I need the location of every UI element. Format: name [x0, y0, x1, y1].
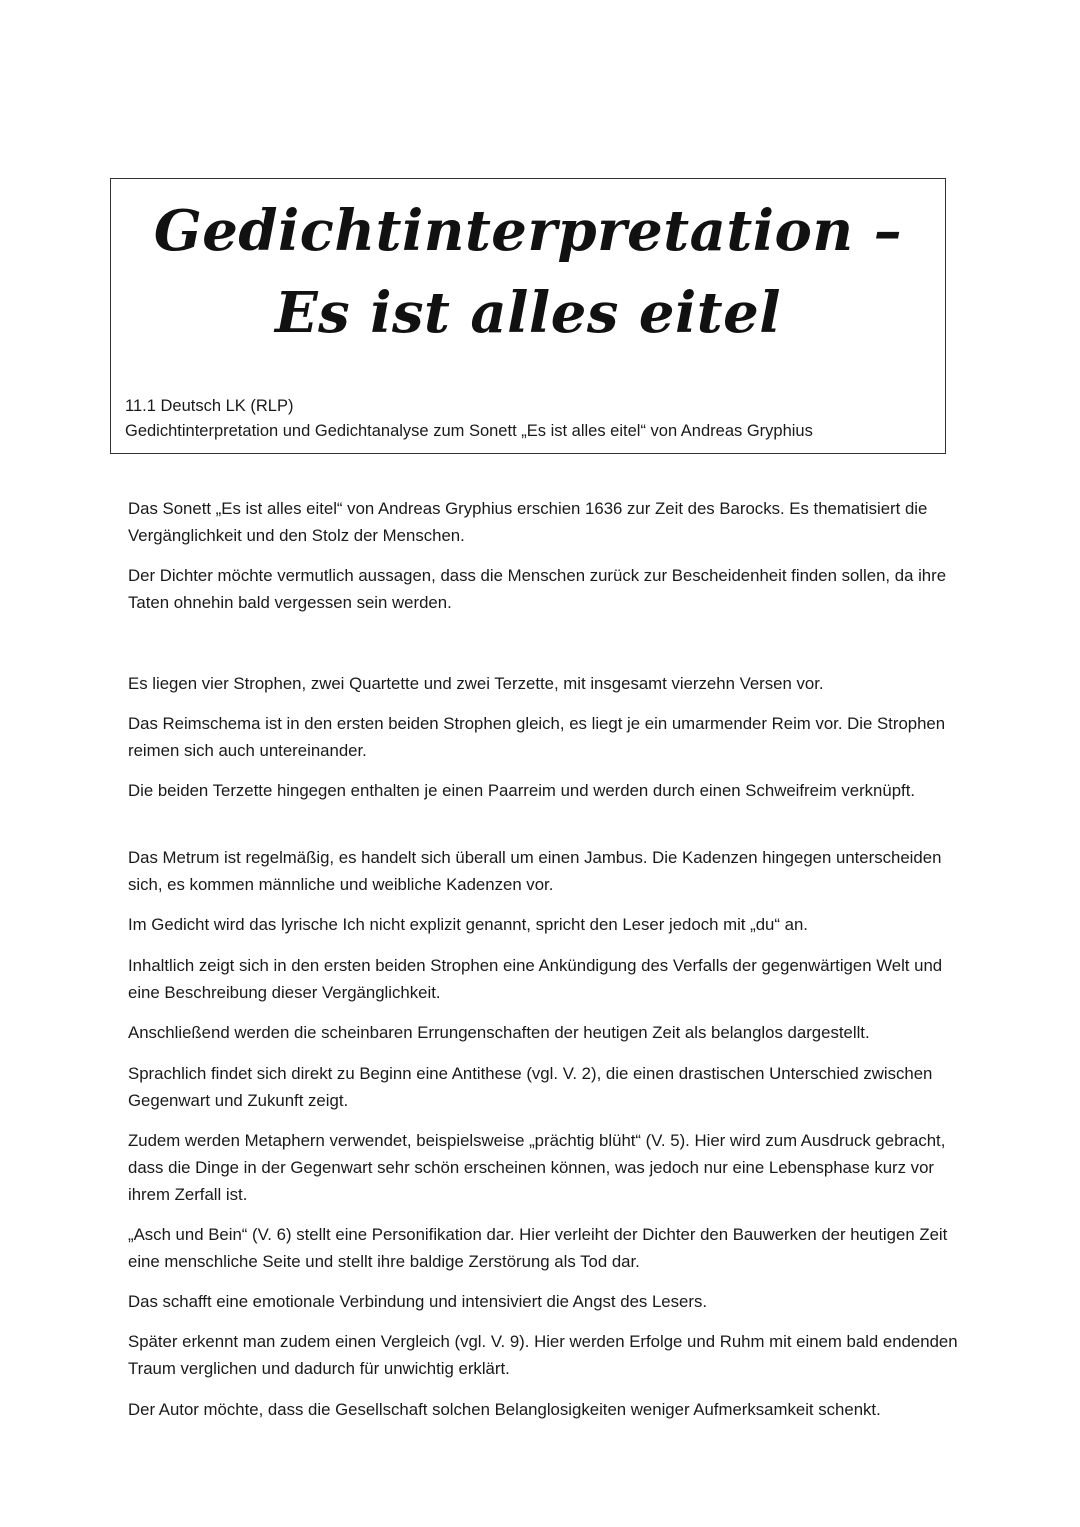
document-description: Gedichtinterpretation und Gedichtanalyse zum Sonett „Es ist alles eitel“ von Andreas Gryphius [125, 422, 813, 440]
paragraph [128, 1396, 958, 1423]
paragraph-text: Zudem werden Metaphern verwendet, beispielsweise „prächtig blüht“ (V. 5). Hier wird zum Ausdruck gebracht, dass die Dinge in der Gegenwart sehr schön erscheinen können, was jedoch nur eine Lebensphase kurz vor ihrem Zerfall ist. [128, 1131, 946, 1204]
paragraph-text: „Asch und Bein“ (V. 6) stellt eine Personifikation dar. Hier verleiht der Dichter den Bauwerken der heutigen Zeit eine menschliche Seite und stellt ihre baldige Zerstörung als Tod dar. [128, 1225, 948, 1271]
paragraph [128, 1221, 958, 1275]
paragraph-text: Die beiden Terzette hingegen enthalten je einen Paarreim und werden durch einen Schweifreim verknüpft. [128, 781, 916, 800]
paragraph-text: Der Autor möchte, dass die Gesellschaft solchen Belanglosigkeiten weniger Aufmerksamkeit schenkt. [128, 1400, 881, 1419]
paragraph-text: Anschließend werden die scheinbaren Errungenschaften der heutigen Zeit als belanglos dargestellt. [128, 1023, 870, 1042]
paragraph-text: Später erkennt man zudem einen Vergleich (vgl. V. 9). Hier werden Erfolge und Ruhm mit einem bald endenden Traum verglichen und dadurch für unwichtig erklärt. [128, 1332, 958, 1378]
paragraph [128, 1127, 958, 1208]
paragraph [128, 495, 958, 549]
page-title: Gedichtinterpretation – [153, 198, 903, 264]
paragraph-text: Das Reimschema ist in den ersten beiden Strophen gleich, es liegt je ein umarmender Reim vor. Die Strophen reimen sich auch untereinander. [128, 714, 946, 760]
paragraph [128, 777, 958, 804]
page-title-poem: Es ist alles eitel [274, 280, 782, 346]
paragraph-text: Der Dichter möchte vermutlich aussagen, dass die Menschen zurück zur Bescheidenheit finden sollen, da ihre Taten ohnehin bald vergessen sein werden. [128, 566, 947, 612]
paragraph [128, 911, 958, 938]
paragraph [128, 670, 958, 697]
paragraph-text: Sprachlich findet sich direkt zu Beginn eine Antithese (vgl. V. 2), die einen drastischen Unterschied zwischen Gegenwart und Zukunft zeigt. [128, 1064, 933, 1110]
header-box [110, 178, 946, 454]
paragraph [128, 952, 958, 1006]
paragraph [128, 844, 958, 898]
paragraph [128, 1019, 958, 1046]
paragraph-text: Im Gedicht wird das lyrische Ich nicht explizit genannt, spricht den Leser jedoch mit „du“ an. [128, 915, 808, 934]
paragraph-text: Das Sonett „Es ist alles eitel“ von Andreas Gryphius erschien 1636 zur Zeit des Barocks. Es thematisiert die Vergänglichkeit und den Stolz der Menschen. [128, 499, 928, 545]
course-label: 11.1 Deutsch LK (RLP) [125, 397, 294, 415]
paragraph [128, 710, 958, 764]
paragraph-text: Das schafft eine emotionale Verbindung und intensiviert die Angst des Lesers. [128, 1292, 708, 1311]
paragraph [128, 562, 958, 616]
paragraph [128, 1060, 958, 1114]
paragraph-text: Das Metrum ist regelmäßig, es handelt sich überall um einen Jambus. Die Kadenzen hingegen unterscheiden sich, es kommen männliche und weibliche Kadenzen vor. [128, 848, 942, 894]
paragraph [128, 1328, 958, 1382]
paragraph-text: Inhaltlich zeigt sich in den ersten beiden Strophen eine Ankündigung des Verfalls der gegenwärtigen Welt und eine Beschreibung dieser Vergänglichkeit. [128, 956, 943, 1002]
paragraph [128, 1288, 958, 1315]
paragraph-text: Es liegen vier Strophen, zwei Quartette und zwei Terzette, mit insgesamt vierzehn Versen vor. [128, 674, 824, 693]
